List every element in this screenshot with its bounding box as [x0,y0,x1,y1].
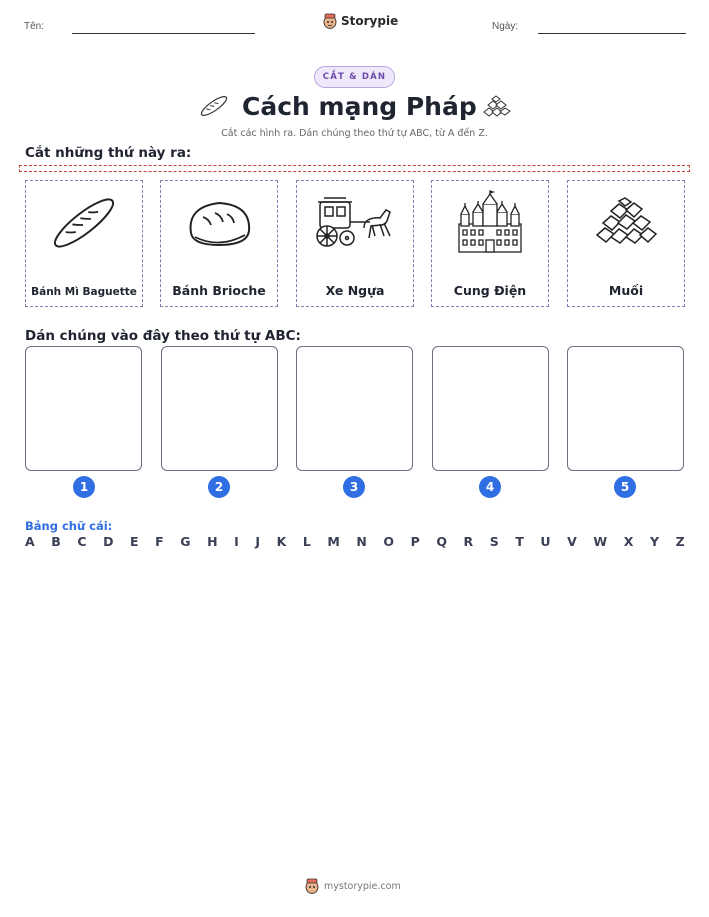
alphabet-letter: S [489,534,499,549]
brand-name: Storypie [341,14,399,28]
alphabet-letter: W [593,534,608,549]
baguette-small-icon [197,92,231,120]
alphabet-row [25,534,685,550]
paste-box-2[interactable] [161,346,278,471]
salt-small-icon [481,94,511,118]
alphabet-letter: G [180,534,191,549]
paste-section-heading: Dán chúng vào đây theo thứ tự ABC: [25,328,301,344]
alphabet-letter: M [327,534,340,549]
alphabet-label: Bảng chữ cái: [25,519,113,533]
slot-number: 5 [614,476,636,498]
alphabet-letter: V [567,534,577,549]
alphabet-letter: D [103,534,114,549]
storypie-mascot-icon [305,878,319,894]
cut-card-palace[interactable] [431,180,549,307]
alphabet-letter: I [234,534,239,549]
horse-carriage-icon [314,192,396,254]
cut-card-salt[interactable] [567,180,685,307]
alphabet-letter: T [515,534,524,549]
footer-site[interactable]: mystorypie.com [324,880,401,892]
footer [305,878,401,894]
alphabet-letter: Y [649,534,659,549]
alphabet-letter: F [155,534,164,549]
paste-box-5[interactable] [567,346,684,471]
date-line [538,33,686,34]
brioche-icon [183,193,255,253]
slot-number: 1 [73,476,95,498]
instructions: Cắt các hình ra. Dán chúng theo thứ tự ABC, từ A đến Z. [221,128,488,139]
alphabet-letter: H [207,534,218,549]
baguette-icon [44,188,124,258]
alphabet-letter: U [540,534,551,549]
storypie-mascot-icon [323,13,337,29]
page-title: Cách mạng Pháp [242,92,477,121]
palace-icon [455,190,525,256]
activity-badge: CẮT & DÁN [314,66,395,88]
alphabet-letter: L [302,534,311,549]
alphabet-letter: P [410,534,420,549]
alphabet-letter: E [130,534,139,549]
cut-section-heading: Cắt những thứ này ra: [25,145,192,161]
alphabet-letter: B [51,534,61,549]
paste-box-1[interactable] [25,346,142,471]
alphabet-letter: R [463,534,474,549]
alphabet-letter: J [255,534,260,549]
cut-card-carriage[interactable] [296,180,414,307]
alphabet-letter: C [77,534,87,549]
date-label: Ngày: [492,21,519,32]
alphabet-letter: O [383,534,395,549]
brand-logo [323,13,398,29]
salt-icon [593,197,659,249]
name-label: Tên: [24,21,45,32]
slot-number: 3 [343,476,365,498]
cut-card-brioche[interactable] [160,180,278,307]
alphabet-letter: Q [436,534,447,549]
name-line [72,33,255,34]
slot-number: 4 [479,476,501,498]
card-label: Cung Điện [453,283,527,298]
card-label: Bánh Brioche [172,283,266,298]
card-label: Bánh Mì Baguette [31,286,137,298]
alphabet-letter: Z [675,534,685,549]
cut-card-baguette[interactable] [25,180,143,307]
paste-box-3[interactable] [296,346,413,471]
card-label: Muối [608,283,644,298]
slot-number: 2 [208,476,230,498]
alphabet-letter: N [356,534,367,549]
alphabet-letter: A [25,534,35,549]
alphabet-letter: K [276,534,287,549]
paste-box-4[interactable] [432,346,549,471]
alphabet-letter: X [623,534,634,549]
cut-line [19,165,690,172]
card-label: Xe Ngựa [325,283,385,298]
